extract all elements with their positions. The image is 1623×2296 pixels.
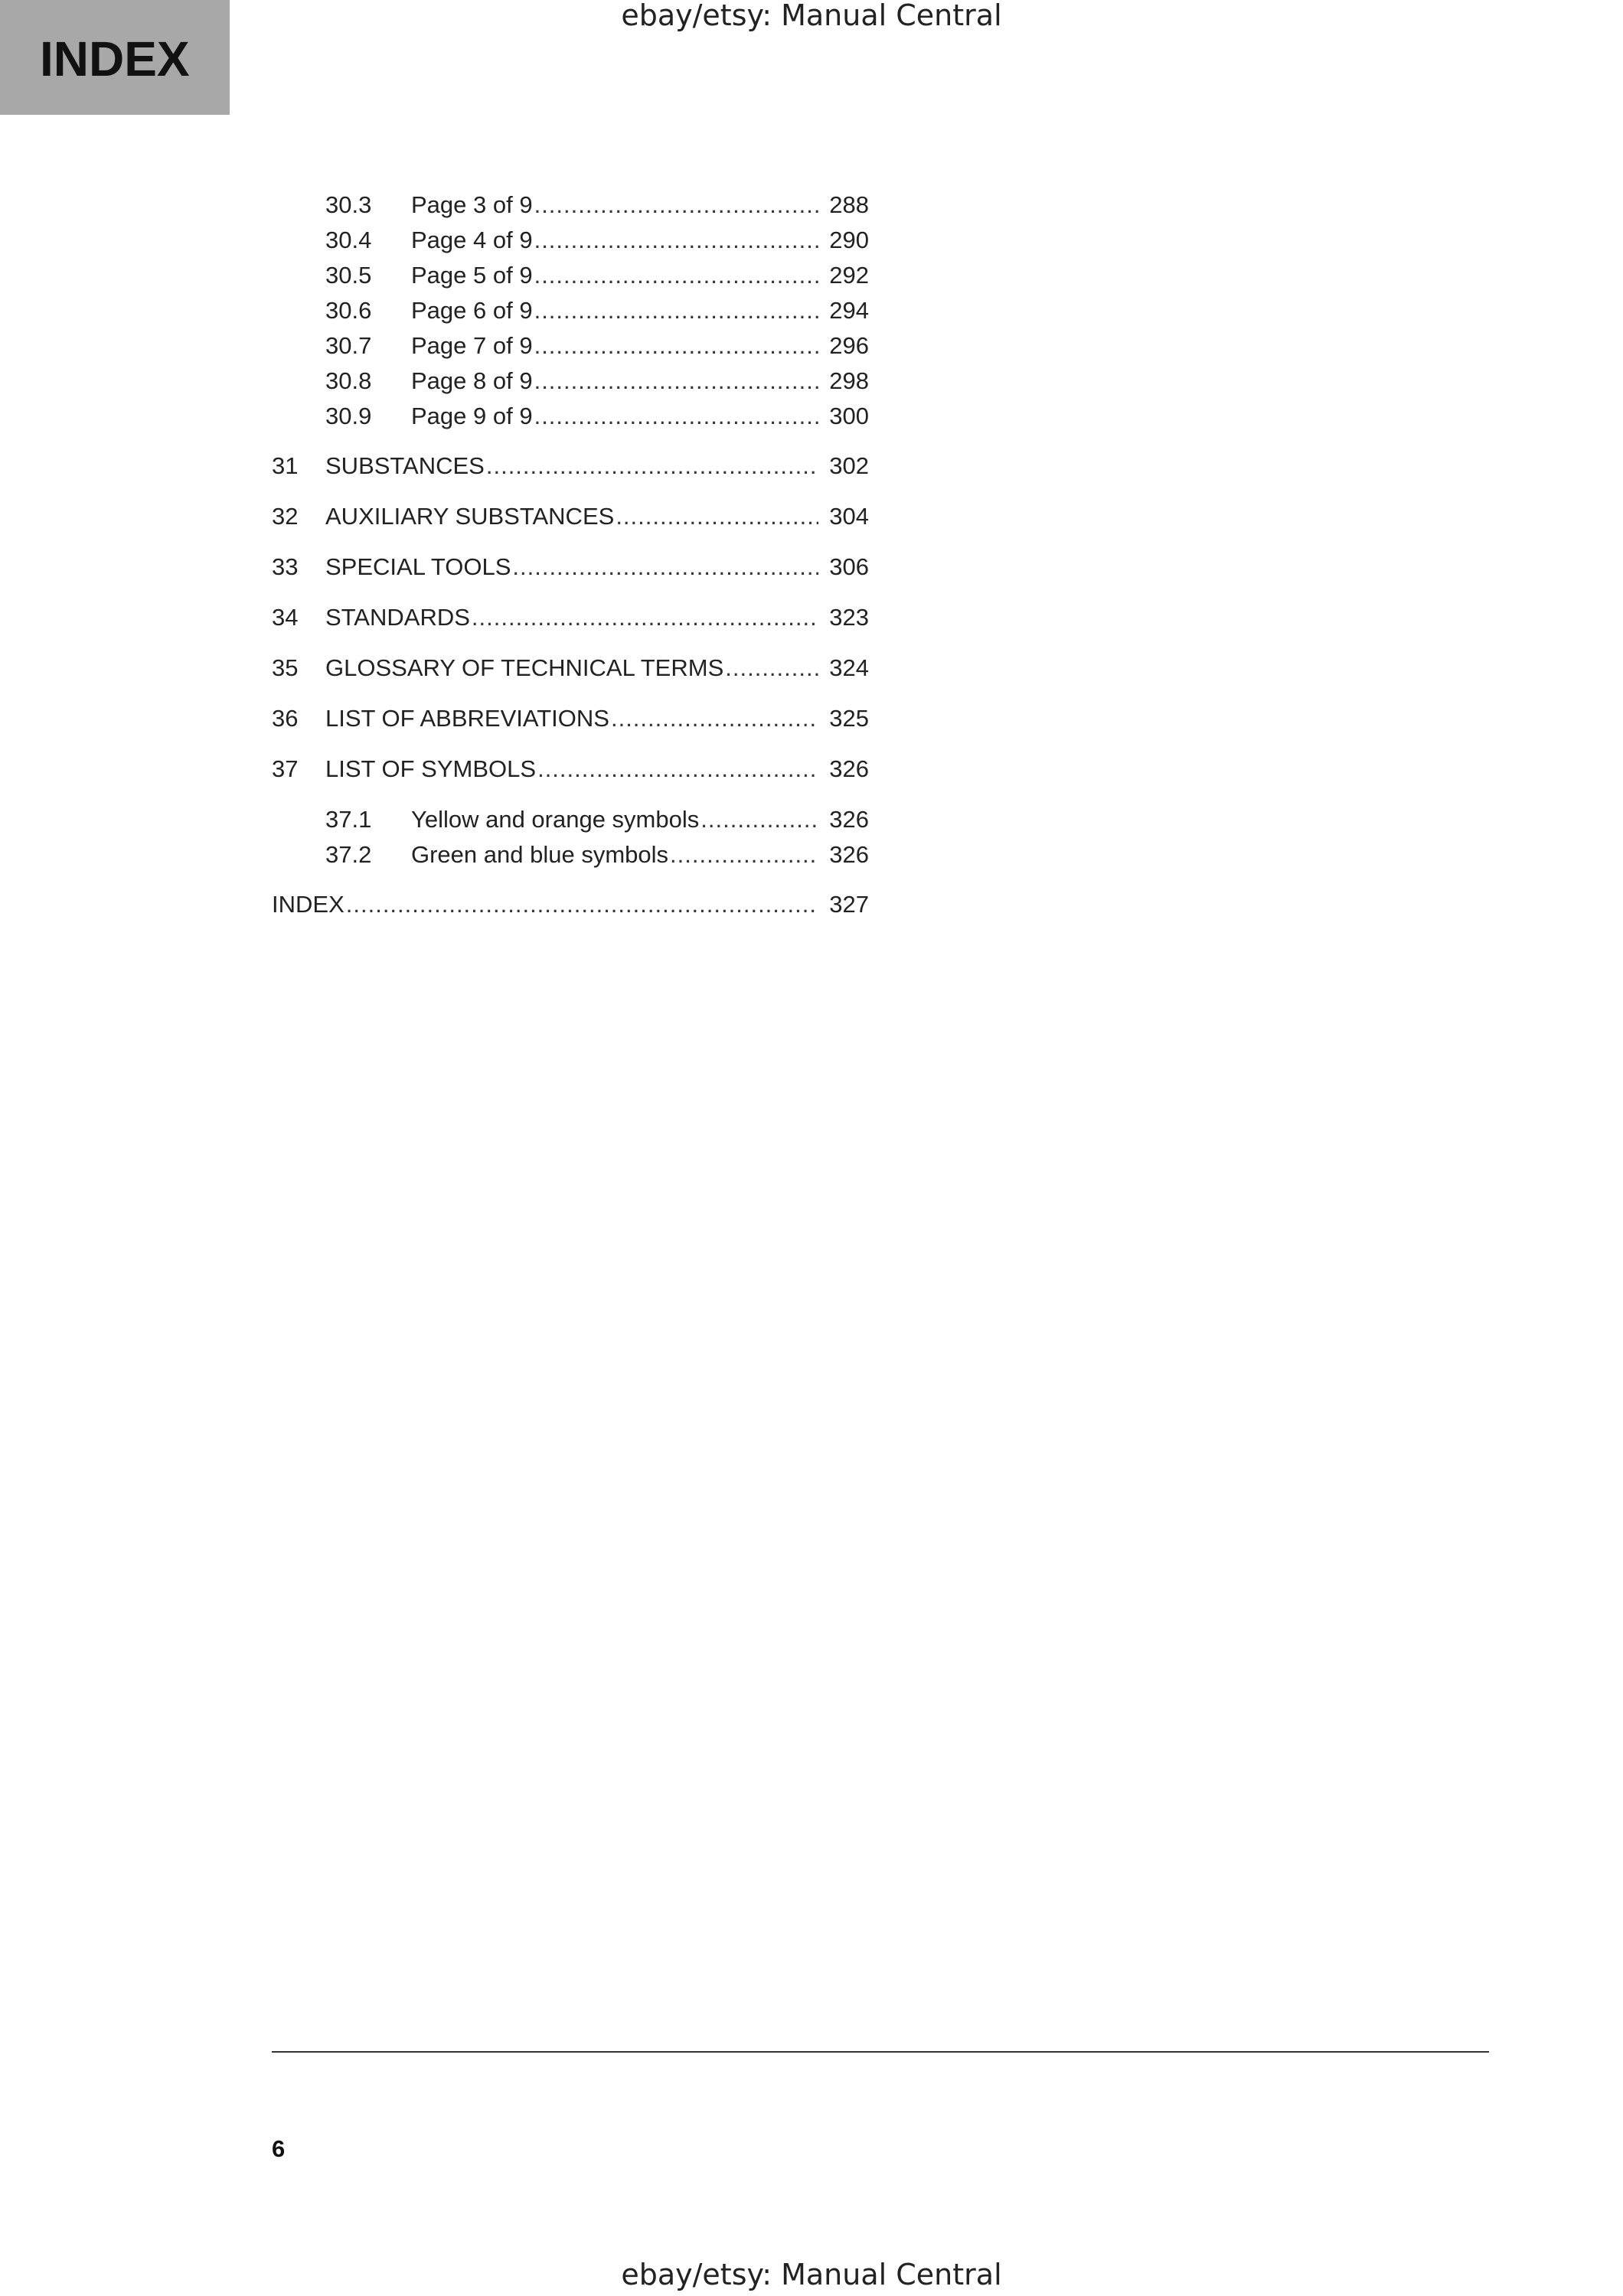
toc-entry-page: 324 (829, 654, 869, 681)
toc-entry-title: Page 7 of 9 (411, 332, 533, 359)
toc-entry-page: 326 (829, 806, 869, 833)
toc-entry-number: 31 (272, 452, 299, 479)
toc-entry-number: 37 (272, 755, 299, 782)
toc-entry[interactable] (272, 188, 869, 222)
toc-entry-number: 37.1 (325, 806, 372, 833)
toc-entry-index[interactable] (272, 888, 869, 921)
toc-dot-leader (534, 223, 818, 257)
footer-divider (272, 2051, 1489, 2053)
toc-entry[interactable] (272, 601, 869, 634)
toc-entry-number: 32 (272, 503, 299, 530)
toc-entry-title: Page 6 of 9 (411, 297, 533, 324)
toc-entry-title: Green and blue symbols (411, 841, 669, 868)
toc-dot-leader (534, 294, 818, 328)
toc-dot-leader (616, 500, 818, 533)
toc-entry-page: 288 (829, 191, 869, 218)
toc-entry-number: 30.4 (325, 227, 372, 253)
toc-entry[interactable] (272, 364, 869, 398)
toc-entry-title: LIST OF SYMBOLS (325, 755, 537, 782)
toc-entry[interactable] (272, 803, 869, 837)
toc-entry-title: Page 4 of 9 (411, 227, 533, 253)
toc-entry-number: 34 (272, 604, 299, 631)
toc-dot-leader (611, 702, 818, 735)
section-tab-label: INDEX (40, 31, 190, 86)
toc-entry[interactable] (272, 223, 869, 257)
toc-entry-page: 298 (829, 367, 869, 394)
toc-entry-number: 36 (272, 705, 299, 732)
toc-entry-page: 304 (829, 503, 869, 530)
toc-dot-leader (700, 803, 818, 837)
toc-entry-title: SPECIAL TOOLS (325, 553, 511, 580)
toc-dot-leader (534, 364, 818, 398)
page-number: 6 (272, 2135, 286, 2162)
toc-entry-title: SUBSTANCES (325, 452, 485, 479)
toc-dot-leader (537, 752, 818, 786)
toc-entry-page: 327 (829, 891, 869, 918)
toc-entry[interactable] (272, 752, 869, 786)
toc-dot-leader (534, 259, 818, 292)
toc-entry-number: 30.5 (325, 262, 372, 289)
toc-entry[interactable] (272, 500, 869, 533)
toc-entry-number: 35 (272, 654, 299, 681)
toc-entry-number: 37.2 (325, 841, 372, 868)
toc-dot-leader (534, 400, 818, 433)
header-watermark: ebay/etsy: Manual Central (621, 0, 1002, 32)
toc-entry-title: Page 5 of 9 (411, 262, 533, 289)
toc-entry-number: 30.9 (325, 403, 372, 429)
toc-entry[interactable] (272, 329, 869, 363)
toc-entry-page: 294 (829, 297, 869, 324)
toc-entry-page: 323 (829, 604, 869, 631)
toc-dot-leader (512, 550, 818, 584)
toc-entry-title: INDEX (272, 891, 345, 918)
toc-entry-title: Yellow and orange symbols (411, 806, 700, 833)
toc-entry-number: 30.6 (325, 297, 372, 324)
toc-entry-number: 30.8 (325, 367, 372, 394)
toc-entry-page: 300 (829, 403, 869, 429)
toc-entry[interactable] (272, 838, 869, 872)
toc-entry[interactable] (272, 294, 869, 328)
toc-entry-page: 296 (829, 332, 869, 359)
toc-entry-number: 30.3 (325, 191, 372, 218)
toc-entry-page: 325 (829, 705, 869, 732)
toc-entry-title: STANDARDS (325, 604, 470, 631)
toc-entry-page: 302 (829, 452, 869, 479)
toc-dot-leader (534, 329, 818, 363)
toc-dot-leader (534, 188, 818, 222)
toc-entry[interactable] (272, 400, 869, 433)
toc-entry[interactable] (272, 449, 869, 483)
toc-entry-title: AUXILIARY SUBSTANCES (325, 503, 615, 530)
footer-watermark: ebay/etsy: Manual Central (621, 2258, 1002, 2291)
toc-dot-leader (346, 888, 818, 921)
toc-entry-title: Page 8 of 9 (411, 367, 533, 394)
toc-entry-title: Page 9 of 9 (411, 403, 533, 429)
toc-entry-title: Page 3 of 9 (411, 191, 533, 218)
toc-entry[interactable] (272, 259, 869, 292)
toc-entry-number: 33 (272, 553, 299, 580)
toc-entry-page: 290 (829, 227, 869, 253)
toc-dot-leader (670, 838, 818, 872)
toc-entry-number: 30.7 (325, 332, 372, 359)
toc-entry[interactable] (272, 702, 869, 735)
toc-dot-leader (725, 651, 818, 685)
toc-entry-page: 326 (829, 755, 869, 782)
toc-dot-leader (472, 601, 818, 634)
toc-entry[interactable] (272, 550, 869, 584)
toc-entry-title: GLOSSARY OF TECHNICAL TERMS (325, 654, 724, 681)
toc-entry[interactable] (272, 651, 869, 685)
toc-entry-page: 306 (829, 553, 869, 580)
toc-entry-title: LIST OF ABBREVIATIONS (325, 705, 609, 732)
toc-entry-page: 326 (829, 841, 869, 868)
toc-dot-leader (486, 449, 818, 483)
toc-entry-page: 292 (829, 262, 869, 289)
